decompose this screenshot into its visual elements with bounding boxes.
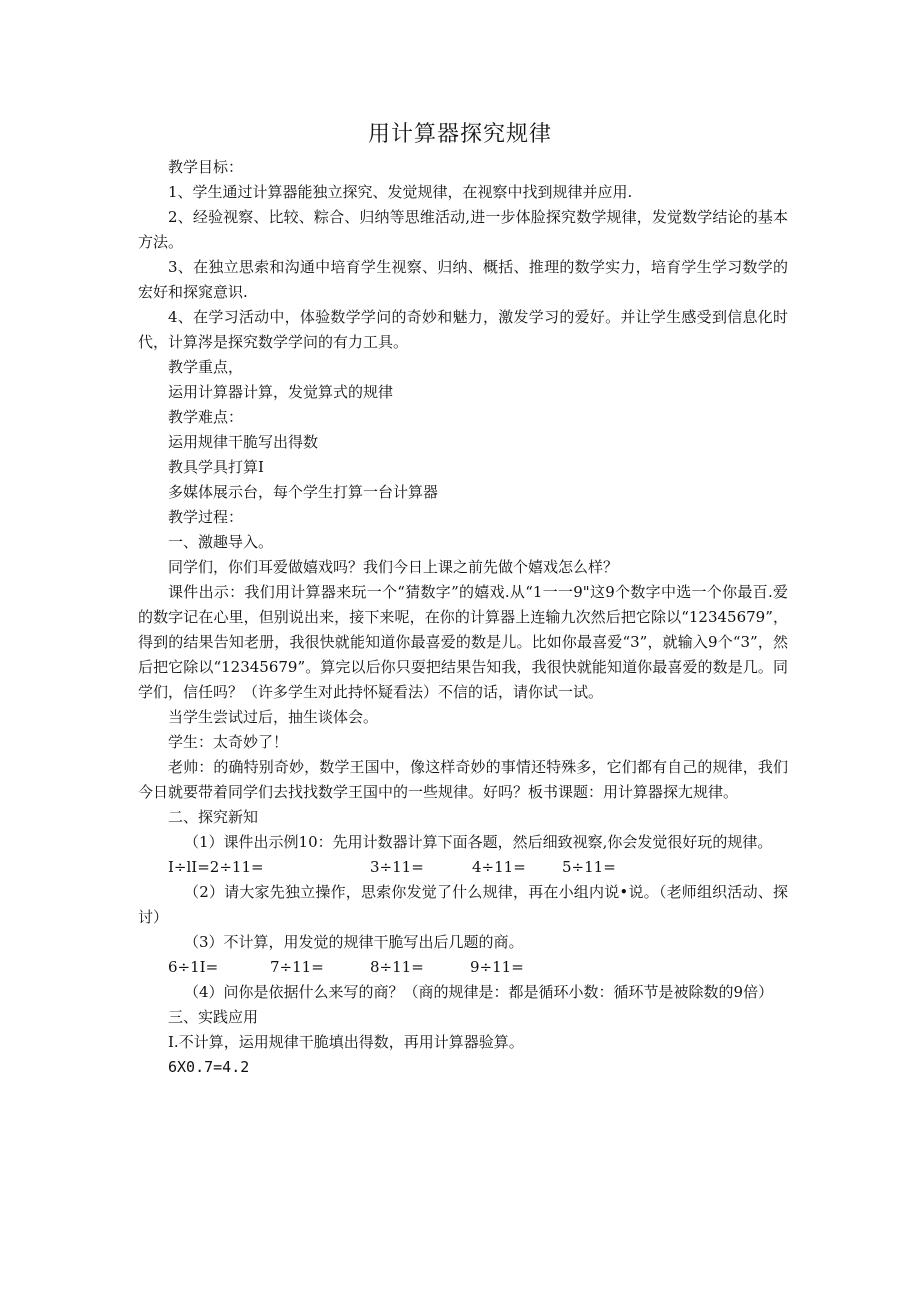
equation: 3÷11= [370,858,424,876]
goal-item: 4、在学习活动中，体验数学学问的奇妙和魅力，激发学习的爱好。并让学生感受到信息化时代，计算涔是探究数学学问的有力工具。 [138,308,788,351]
paragraph: 当学生尝试过后，抽生谈体会。 [168,708,379,726]
equation: 6÷1I= [168,958,219,976]
step-text: （4）问你是依据什么来写的商？（商的规律是：都是循环小数：循环节是被除数的9倍） [184,983,774,1001]
equation-row [138,855,788,880]
process-heading: 教学过程： [168,508,244,526]
goal-item: 2、经验视察、比较、粽合、归纳等思维活动,进一步体脸探究数学规律，发觉数学结论的基本方法。 [138,208,788,251]
equation: I÷lI=2÷11= [168,858,264,876]
goals-heading: 教学目标： [168,158,244,176]
key-text: 运用计算器计算，发觉算式的规律 [168,383,394,401]
equation: 5÷11= [562,858,616,876]
difficulty-heading: 教学难点： [168,408,244,426]
page-title: 用计算器探究规律 [367,122,552,147]
difficulty-text: 运用规律干脆写出得数 [168,433,319,451]
paragraph: 课件出示：我们用计算器来玩一个“猜数字”的嬉戏.从“1一一9"这9个数字中选一个你最百.爱的数字记在心里，但别说出来，接下来呢，在你的计算器上连输九次然后把它除以“12345679”，得到的结果告知老册，我很快就能知道你最喜爱的数是儿。比如你最喜爱“3”，就输入9个“3”，然后把它除以“12345679”。算完以后你只耍把结果告知我，我很快就能知道你最喜爱的数是几。同学们，信任吗？（许多学生对此持怀疑看法）不信的话，请你试一试。 [138,583,788,701]
document-body [138,155,788,1080]
key-heading: 教学重点， [168,358,244,376]
equation: 7÷11= [270,958,324,976]
step-text: （2）请大家先独立操作，思索你发觉了什么规律，再在小组内说•说。（老师组织活动、探讨） [138,883,788,926]
paragraph: 同学们，你们耳爱做嬉戏吗？我们今日上课之前先做个嬉戏怎么样？ [168,558,619,576]
exercise-text: I.不计算，运用规律干脆填出得数，再用计算器验算。 [168,1033,524,1051]
tools-text: 多媒体展示台，每个学生打算一台计算器 [168,483,439,501]
tools-heading: 教具学具打算I [168,458,264,476]
goal-item: 1、学生通过计算器能独立探究、发觉规律，在视察中找到规律并应用. [168,183,633,201]
equation: 4÷11= [472,858,526,876]
section-heading: 二、探究新知 [168,808,259,826]
equation: 8÷11= [370,958,424,976]
exercise-expression: 6X0.7=4.2 [168,1058,250,1076]
equation-row [138,955,788,980]
step-text: （3）不计算，用发觉的规律干脆写出后几题的商。 [184,933,524,951]
equation: 9÷11= [470,958,524,976]
step-text: （1）课件出示例10：先用计数器计算下面各题，然后细致视察,你会发觉很好玩的规律。 [184,833,773,851]
goal-item: 3、在独立思索和沟通中培育学生视察、归纳、概括、推理的数学实力，培育学生学习数学的宏好和探窕意识. [138,258,788,301]
paragraph: 老帅：的确特别奇妙，数学王国中，像这样奇妙的事情还特殊多，它们都有自己的规律，我们今日就要带着同学们去找找数学王国中的一些规律。好吗？板书课题：用计算器探尢规律。 [138,758,788,801]
section-heading: 一、激趣导入。 [168,533,274,551]
section-heading: 三、实践应用 [168,1008,259,1026]
paragraph: 学生：太奇妙了！ [168,733,289,751]
